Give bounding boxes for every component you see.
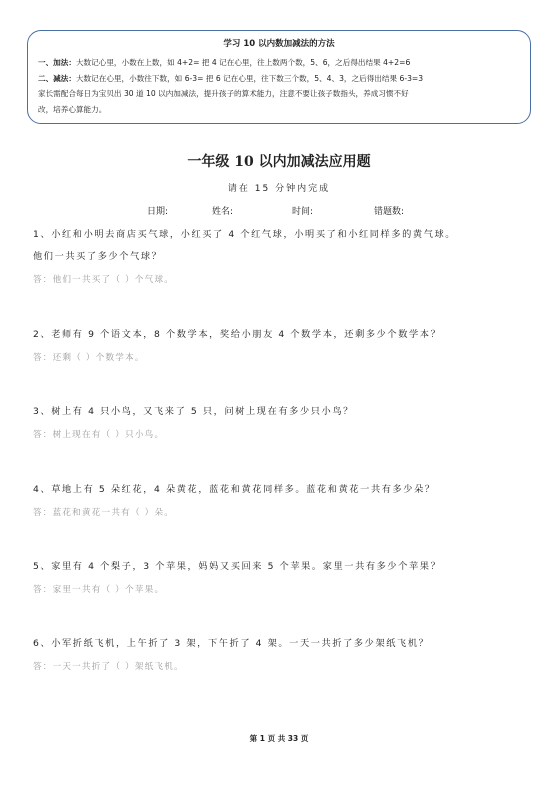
answer-4: 答：蓝花和黄花一共有（ ）朵。	[33, 508, 175, 518]
date-field-label: 日期:	[147, 207, 169, 217]
method-tip-box	[27, 30, 531, 124]
tip-line-parents: 家长需配合每日为宝贝出 30 道 10 以内加减法，提升孩子的算术能力，注意不要让孩子数指头，养成习惯不好	[38, 89, 409, 98]
question-4: 4、草地上有 5 朵红花，4 朵黄花，蓝花和黄花同样多。蓝花和黄花一共有多少朵？	[33, 484, 436, 495]
question-3: 3、树上有 4 只小鸟，又飞来了 5 只，问树上现在有多少只小鸟？	[33, 406, 354, 417]
question-5: 5、家里有 4 个梨子，3 个苹果，妈妈又买回来 5 个苹果。家里一共有多少个苹果？	[33, 561, 442, 572]
tip-title: 学习 10 以内数加减法的方法	[223, 39, 335, 49]
tip-line-subtraction	[38, 71, 520, 87]
answer-6: 答：一天一共折了（ ）架纸飞机。	[33, 662, 184, 672]
tip-line-parents-cont: 改，培养心算能力。	[38, 104, 107, 114]
time-field-label: 时间:	[292, 207, 314, 217]
question-1-line-2: 他们一共买了多少个气球？	[33, 251, 163, 262]
question-2: 2、老师有 9 个语文本，8 个数学本，奖给小朋友 4 个数学本，还剩多少个数学本？	[33, 329, 442, 340]
page-title: 一年级 10 以内加减法应用题	[187, 154, 371, 170]
time-limit-subtitle: 请在 15 分钟内完成	[227, 184, 331, 194]
error-count-label: 错题数:	[374, 207, 405, 217]
tip-addition-head: 一、加法：	[38, 58, 76, 67]
tip-subtraction-head: 二、减法：	[38, 73, 76, 83]
answer-3: 答：树上现在有（ ）只小鸟。	[33, 430, 165, 440]
answer-5: 答：家里一共有（ ）个苹果。	[33, 585, 165, 595]
answer-1: 答：他们一共买了（ ）个气球。	[33, 275, 175, 285]
tip-subtraction-body: 大数记在心里，小数往下数，如 6-3= 把 6 记在心里，往下数三个数，5、4、3，之后得出结果 6-3=3	[75, 73, 424, 83]
tip-line-addition	[38, 55, 520, 71]
answer-2: 答：还剩（ ）个数学本。	[33, 353, 145, 363]
page-footer: 第 1 页 共 33 页	[249, 734, 309, 743]
question-6: 6、小军折纸飞机，上午折了 3 架，下午折了 4 架。一天一共折了多少架纸飞机？	[33, 638, 430, 649]
question-1-line-1: 1、小红和小明去商店买气球，小红买了 4 个红气球，小明买了和小红同样多的黄气球。	[33, 229, 457, 240]
name-field-label: 姓名:	[212, 207, 234, 217]
tip-addition-body: 大数记心里，小数在上数，如 4+2= 把 4 记在心里，往上数两个数，5、6，之后得出结果 4+2=6	[75, 58, 411, 67]
